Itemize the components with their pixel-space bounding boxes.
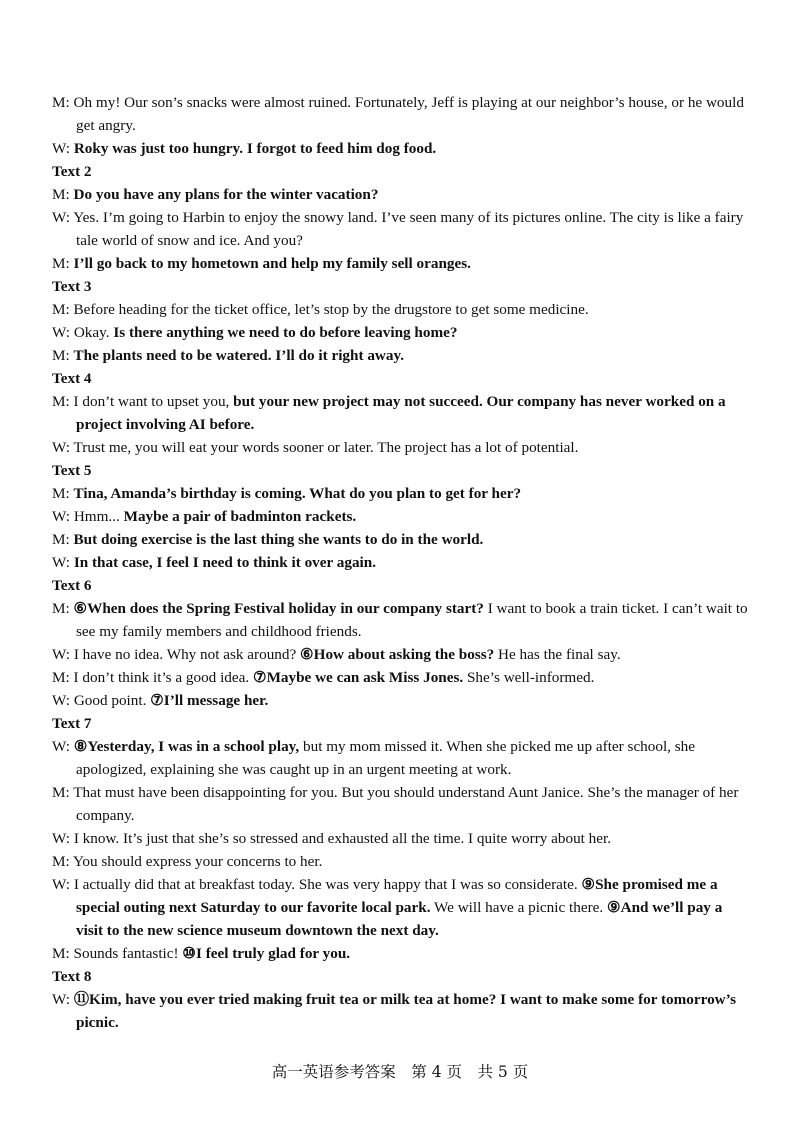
page-footer: 高一英语参考答案 第 4 页 共 5 页 [271, 1063, 529, 1081]
speaker-label: M [52, 669, 66, 686]
speaker-label: M [52, 853, 66, 870]
speaker-label: M [52, 347, 66, 364]
speaker-label: W [52, 646, 66, 663]
dialogue-text: That must have been disappointing for you. But you should understand Aunt Janice. She’s the manager of her company. [73, 784, 739, 824]
answer-text: but your new project may not succeed. Our company has never worked on a project involving AI before. [76, 393, 726, 433]
speaker-label: W [52, 692, 66, 709]
section-heading: Text 7 [52, 715, 92, 732]
dialogue-turn: M: The plants need to be watered. I’ll do it right away. [52, 347, 405, 364]
answer-text: ⑨And we’ll pay a visit to the new science museum downtown the next day. [76, 899, 723, 939]
speaker-label: W [52, 324, 66, 341]
answer-text: ⑧Yesterday, I was in a school play, [73, 738, 300, 755]
section-heading: Text 2 [52, 163, 92, 180]
dialogue-turn: W: Trust me, you will eat your words sooner or later. The project has a lot of potential. [52, 439, 579, 456]
speaker-label: M [52, 531, 66, 548]
dialogue-text: I don’t want to upset you, [73, 393, 234, 410]
dialogue-turn: W: I actually did that at breakfast today. She was very happy that I was so considerate. ⑨She promised me a special outing next Saturday to our favorite local park. We will have a picnic there. ⑨And we’ll pay a visit to the new science museum downtown the next day. [52, 876, 723, 939]
speaker-label: W [52, 991, 66, 1008]
answer-text: ⑦I’ll message her. [150, 692, 269, 709]
dialogue-text: He has the final say. [494, 646, 621, 663]
answer-text: ⑥How about asking the boss? [300, 646, 495, 663]
dialogue-turn: M: But doing exercise is the last thing she wants to do in the world. [52, 531, 484, 548]
speaker-label: W [52, 508, 66, 525]
dialogue-turn: M: Do you have any plans for the winter vacation? [52, 186, 379, 203]
section-heading: Text 5 [52, 462, 92, 479]
answer-text: In that case, I feel I need to think it over again. [73, 554, 377, 571]
dialogue-text: Oh my! Our son’s snacks were almost ruined. Fortunately, Jeff is playing at our neighbor’s house, or he would get angry. [73, 94, 744, 134]
dialogue-turn: M: Before heading for the ticket office, let’s stop by the drugstore to get some medicine. [52, 301, 589, 318]
dialogue-text: I have no idea. Why not ask around? [73, 646, 301, 663]
section-heading: Text 8 [52, 968, 92, 985]
speaker-label: M [52, 485, 66, 502]
speaker-label: W [52, 738, 66, 755]
dialogue-turn: W: I have no idea. Why not ask around? ⑥How about asking the boss? He has the final say. [52, 646, 621, 663]
speaker-label: W [52, 209, 66, 226]
dialogue-turn: M: ⑥When does the Spring Festival holiday in our company start? I want to book a train ticket. I can’t wait to see my family members and childhood friends. [52, 600, 748, 640]
answer-text: Roky was just too hungry. I forgot to feed him dog food. [73, 140, 437, 157]
dialogue-text: Sounds fantastic! [73, 945, 183, 962]
section-heading: Text 6 [52, 577, 92, 594]
speaker-label: M [52, 784, 66, 801]
answer-text: ⑨She promised me a special outing next Saturday to our favorite local park. [76, 876, 718, 916]
dialogue-text: Yes. I’m going to Harbin to enjoy the snowy land. I’ve seen many of its pictures online. The city is like a fairy tale world of snow and ice. And you? [73, 209, 744, 249]
dialogue-text: Okay. [73, 324, 114, 341]
speaker-label: W [52, 830, 66, 847]
dialogue-turn: W: Good point. ⑦I’ll message her. [52, 692, 269, 709]
speaker-label: M [52, 600, 66, 617]
speaker-label: W [52, 439, 66, 456]
dialogue-turn: W: ⑧Yesterday, I was in a school play, but my mom missed it. When she picked me up after school, she apologized, explaining she was caught up in an urgent meeting at work. [52, 738, 696, 778]
speaker-label: W [52, 554, 66, 571]
speaker-label: M [52, 393, 66, 410]
dialogue-turn: W: Okay. Is there anything we need to do before leaving home? [52, 324, 458, 341]
dialogue-text: but my mom missed it. When she picked me up after school, she apologized, explaining she was caught up in an urgent meeting at work. [76, 738, 696, 778]
dialogue-text: Hmm... [73, 508, 124, 525]
section-heading: Text 3 [52, 278, 92, 295]
dialogue-text: Before heading for the ticket office, let’s stop by the drugstore to get some medicine. [73, 301, 589, 318]
dialogue-turn: W: Yes. I’m going to Harbin to enjoy the snowy land. I’ve seen many of its pictures online. The city is like a fairy tale world of snow and ice. And you? [52, 209, 744, 249]
answer-text: Do you have any plans for the winter vacation? [73, 186, 379, 203]
answer-text: Is there anything we need to do before leaving home? [113, 324, 458, 341]
answer-transcript [52, 91, 752, 1034]
speaker-label: M [52, 94, 66, 111]
dialogue-turn: M: I don’t want to upset you, but your new project may not succeed. Our company has never worked on a project involving AI before. [52, 393, 726, 433]
answer-text: The plants need to be watered. I’ll do it right away. [73, 347, 405, 364]
dialogue-turn: W: ⑪Kim, have you ever tried making fruit tea or milk tea at home? I want to make some for tomorrow’s picnic. [52, 991, 737, 1031]
dialogue-turn: M: Sounds fantastic! ⑩I feel truly glad for you. [52, 945, 351, 962]
answer-text: Maybe a pair of badminton rackets. [123, 508, 357, 525]
answer-text: Tina, Amanda’s birthday is coming. What do you plan to get for her? [73, 485, 522, 502]
speaker-label: M [52, 301, 66, 318]
dialogue-text: I don’t think it’s a good idea. [73, 669, 253, 686]
answer-text: ⑦Maybe we can ask Miss Jones. [252, 669, 464, 686]
dialogue-turn: M: That must have been disappointing for you. But you should understand Aunt Janice. She’s the manager of her company. [52, 784, 739, 824]
speaker-label: M [52, 945, 66, 962]
speaker-label: M [52, 186, 66, 203]
answer-text: I’ll go back to my hometown and help my family sell oranges. [73, 255, 471, 272]
dialogue-text: I know. It’s just that she’s so stressed and exhausted all the time. I quite worry about her. [73, 830, 612, 847]
dialogue-turn: W: Roky was just too hungry. I forgot to feed him dog food. [52, 140, 437, 157]
section-heading: Text 4 [52, 370, 92, 387]
dialogue-turn: M: I’ll go back to my hometown and help my family sell oranges. [52, 255, 471, 272]
speaker-label: M [52, 255, 66, 272]
dialogue-text: She’s well-informed. [463, 669, 595, 686]
dialogue-text: I want to book a train ticket. I can’t wait to see my family members and childhood friends. [76, 600, 748, 640]
answer-text: ⑥When does the Spring Festival holiday in our company start? [73, 600, 484, 617]
dialogue-text: I actually did that at breakfast today. She was very happy that I was so considerate. [73, 876, 582, 893]
dialogue-turn: W: I know. It’s just that she’s so stressed and exhausted all the time. I quite worry about her. [52, 830, 612, 847]
dialogue-turn: W: Hmm... Maybe a pair of badminton rackets. [52, 508, 357, 525]
answer-text: But doing exercise is the last thing she wants to do in the world. [73, 531, 484, 548]
answer-text: ⑪Kim, have you ever tried making fruit tea or milk tea at home? I want to make some for tomorrow’s picnic. [73, 991, 737, 1031]
dialogue-text: You should express your concerns to her. [72, 853, 323, 870]
answer-text: ⑩I feel truly glad for you. [182, 945, 351, 962]
dialogue-turn: M: You should express your concerns to her. [52, 853, 323, 870]
speaker-label: W [52, 140, 66, 157]
dialogue-turn: W: In that case, I feel I need to think it over again. [52, 554, 377, 571]
dialogue-text: Trust me, you will eat your words sooner or later. The project has a lot of potential. [73, 439, 579, 456]
speaker-label: W [52, 876, 66, 893]
dialogue-text: Good point. [73, 692, 151, 709]
dialogue-turn: M: I don’t think it’s a good idea. ⑦Maybe we can ask Miss Jones. She’s well-informed. [52, 669, 595, 686]
dialogue-text: We will have a picnic there. [430, 899, 607, 916]
dialogue-turn: M: Oh my! Our son’s snacks were almost ruined. Fortunately, Jeff is playing at our neighbor’s house, or he would get angry. [52, 94, 744, 134]
dialogue-turn: M: Tina, Amanda’s birthday is coming. What do you plan to get for her? [52, 485, 522, 502]
